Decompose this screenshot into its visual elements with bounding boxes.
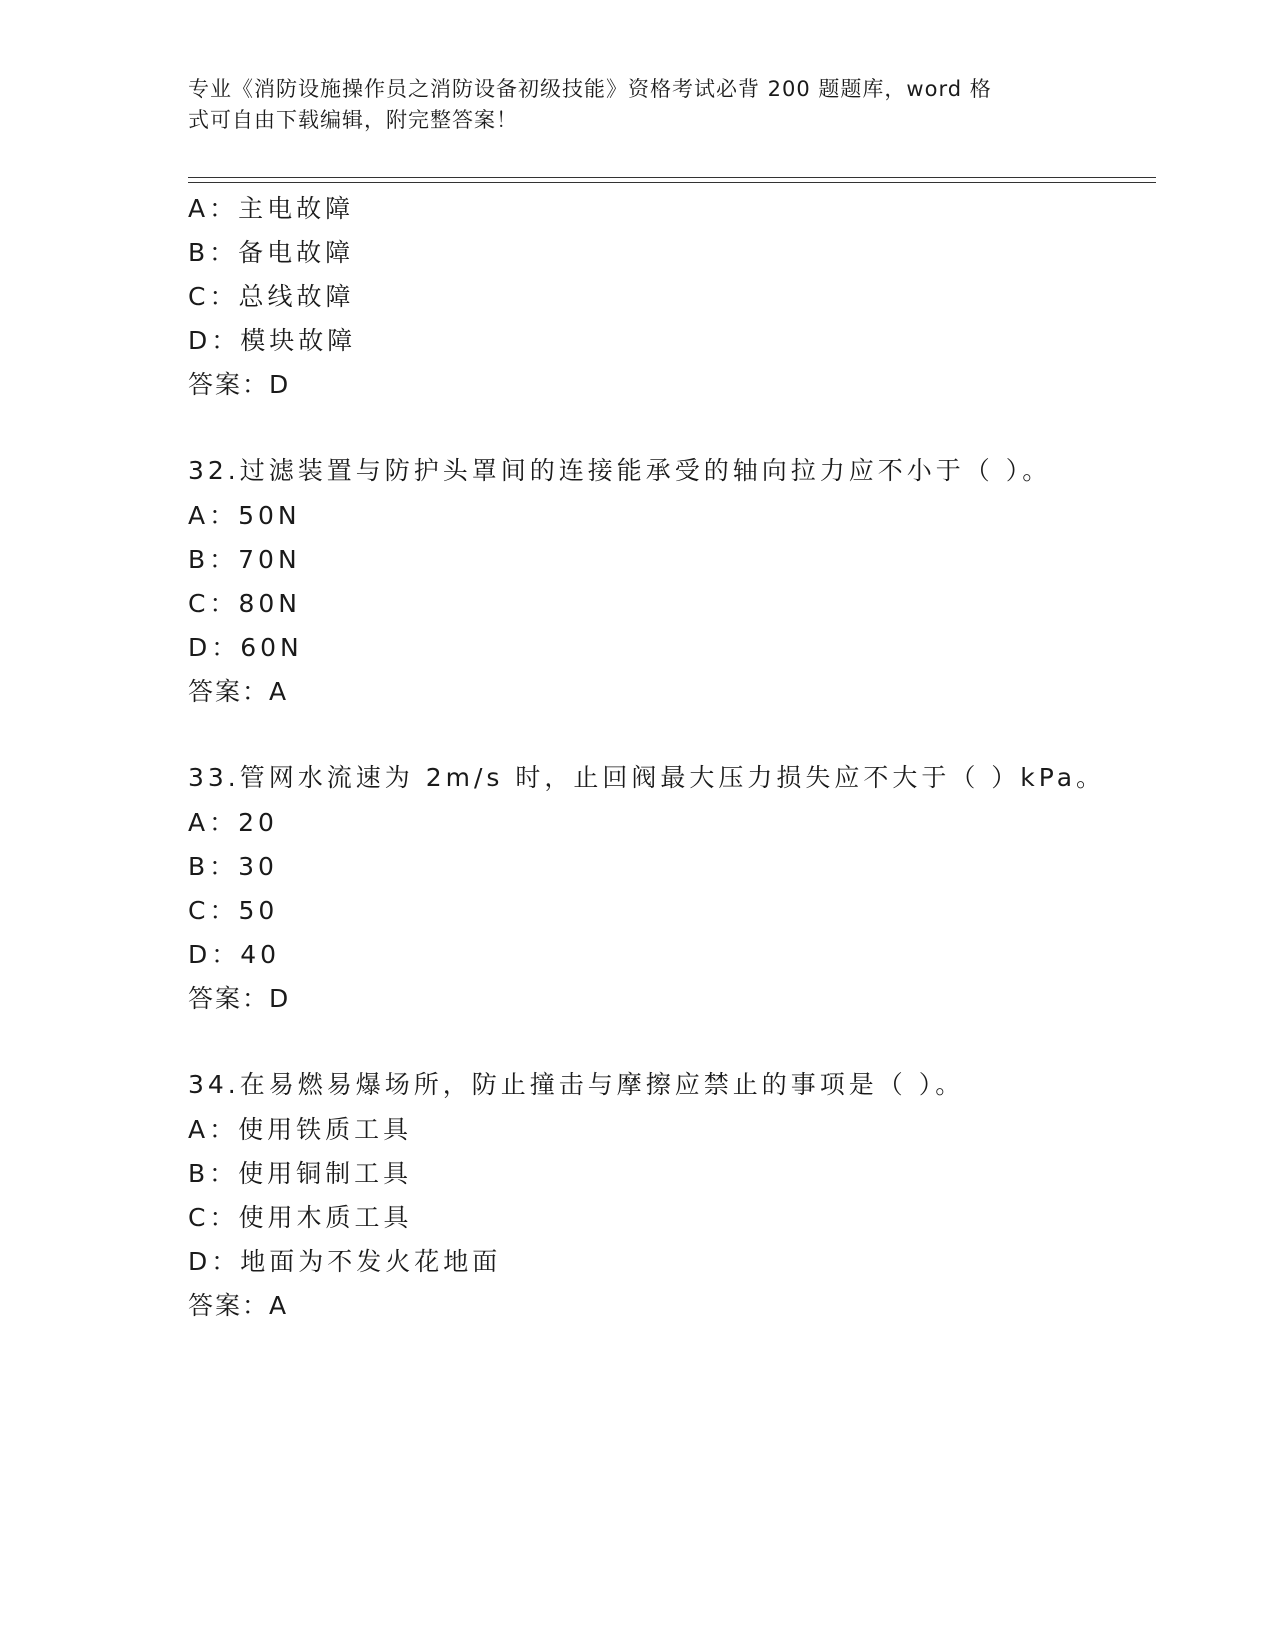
header-line-2: 式可自由下载编辑，附完整答案！ [188, 108, 518, 132]
q34-option-d: D：地面为不发火花地面 [188, 1247, 502, 1276]
q31-option-d: D：模块故障 [188, 326, 357, 355]
q33-answer: 答案：D [188, 984, 291, 1013]
q34-answer: 答案：A [188, 1291, 289, 1320]
q33-option-d: D：40 [188, 940, 281, 969]
q33-option-b: B：30 [188, 852, 278, 881]
q32-answer: 答案：A [188, 677, 289, 706]
q31-option-a: A：主电故障 [188, 194, 355, 223]
header-divider-top [188, 177, 1156, 178]
q31-answer: 答案：D [188, 370, 291, 399]
header-divider-bottom [188, 182, 1156, 183]
q33-question: 33.管网水流速为 2m/s 时，止回阀最大压力损失应不大于（ ）kPa。 [188, 763, 1106, 792]
header-line-1: 专业《消防设施操作员之消防设备初级技能》资格考试必背 200 题题库，word 格 [188, 77, 992, 101]
q33-option-c: C：50 [188, 896, 279, 925]
document-header [188, 74, 1068, 136]
q34-option-a: A：使用铁质工具 [188, 1115, 413, 1144]
q32-question: 32.过滤装置与防护头罩间的连接能承受的轴向拉力应不小于（ ）。 [188, 456, 1052, 485]
q34-option-b: B：使用铜制工具 [188, 1159, 413, 1188]
q32-option-a: A：50N [188, 501, 301, 530]
q31-option-b: B：备电故障 [188, 238, 355, 267]
q32-option-b: B：70N [188, 545, 301, 574]
q34-option-c: C：使用木质工具 [188, 1203, 413, 1232]
q32-option-c: C：80N [188, 589, 301, 618]
q31-option-c: C：总线故障 [188, 282, 355, 311]
q33-option-a: A：20 [188, 808, 278, 837]
q34-question: 34.在易燃易爆场所，防止撞击与摩擦应禁止的事项是（ ）。 [188, 1070, 965, 1099]
q32-option-d: D：60N [188, 633, 303, 662]
